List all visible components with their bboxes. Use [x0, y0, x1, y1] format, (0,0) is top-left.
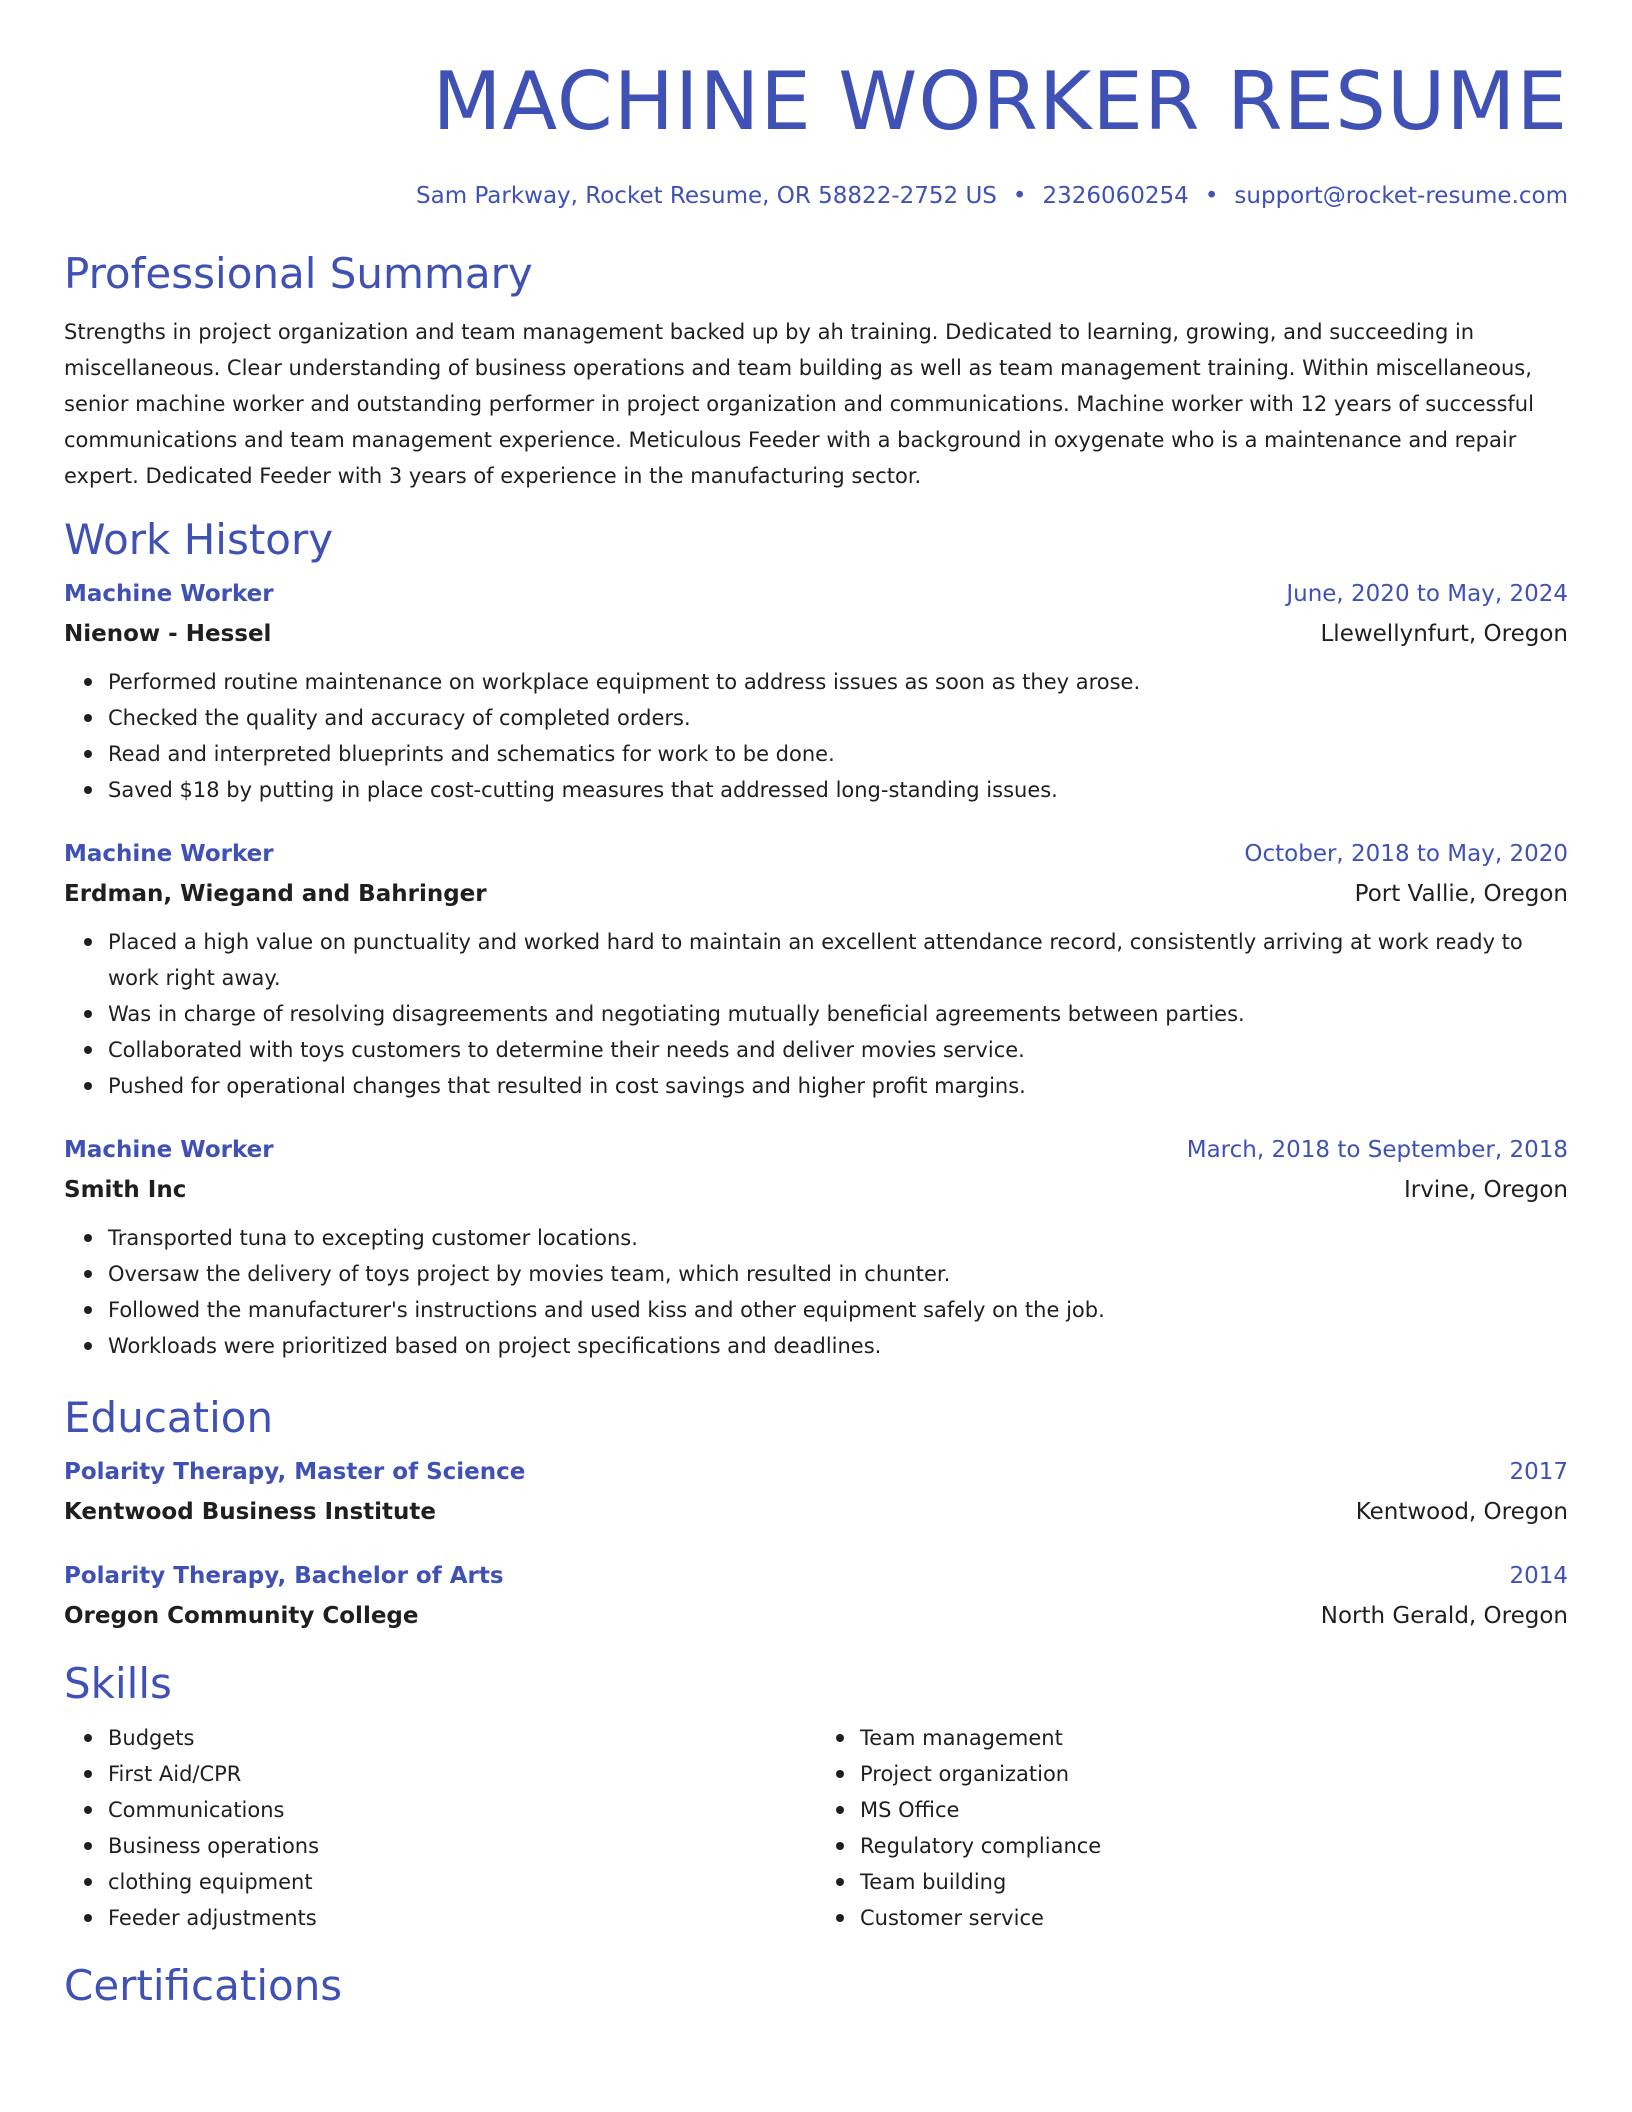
education-degree: Polarity Therapy, Bachelor of Arts: [64, 1563, 504, 1589]
education-entry: [64, 1454, 1568, 1530]
job-bullet: Transported tuna to excepting customer locations.: [108, 1220, 1568, 1256]
job-bullet: Checked the quality and accuracy of completed orders.: [108, 700, 1568, 736]
contact-separator: •: [1012, 183, 1027, 209]
skill-item: Business operations: [108, 1828, 816, 1864]
skills-heading: Skills: [64, 1659, 172, 1708]
job-bullet: Read and interpreted blueprints and schematics for work to be done.: [108, 736, 1568, 772]
skill-item: clothing equipment: [108, 1864, 816, 1900]
job-bullet: Placed a high value on punctuality and worked hard to maintain an excellent attendance record, consistently arriving at work ready to work right away.: [108, 924, 1568, 996]
education-degree: Polarity Therapy, Master of Science: [64, 1459, 526, 1485]
contact-separator: •: [1204, 183, 1219, 209]
skill-item: Regulatory compliance: [860, 1828, 1568, 1864]
job-bullet: Followed the manufacturer's instructions and used kiss and other equipment safely on the job.: [108, 1292, 1568, 1328]
skills-list-right: [816, 1720, 1568, 1936]
skills-list-left: [64, 1720, 816, 1936]
job-bullet: Saved $18 by putting in place cost-cutting measures that addressed long-standing issues.: [108, 772, 1568, 808]
education-location: Kentwood, Oregon: [1355, 1499, 1568, 1525]
job-location: Llewellynfurt, Oregon: [1320, 621, 1568, 647]
skill-item: Team management: [860, 1720, 1568, 1756]
job-bullet: Workloads were prioritized based on project specifications and deadlines.: [108, 1328, 1568, 1364]
job-entry: [64, 1132, 1568, 1364]
job-bullet: Pushed for operational changes that resulted in cost savings and higher profit margins.: [108, 1068, 1568, 1104]
job-bullets: [64, 664, 1568, 808]
job-entry: [64, 576, 1568, 808]
job-location: Port Vallie, Oregon: [1354, 881, 1568, 907]
skill-item: Customer service: [860, 1900, 1568, 1936]
job-dates: October, 2018 to May, 2020: [1244, 841, 1568, 867]
job-title: Machine Worker: [64, 841, 274, 867]
job-bullet: Oversaw the delivery of toys project by movies team, which resulted in chunter.: [108, 1256, 1568, 1292]
skills-columns: [64, 1720, 1568, 1936]
skill-item: Project organization: [860, 1756, 1568, 1792]
education-location: North Gerald, Oregon: [1320, 1603, 1568, 1629]
job-dates: March, 2018 to September, 2018: [1186, 1137, 1568, 1163]
skill-item: MS Office: [860, 1792, 1568, 1828]
education-school: Kentwood Business Institute: [64, 1499, 437, 1525]
education-heading: Education: [64, 1393, 274, 1442]
summary-text: Strengths in project organization and team management backed up by ah training. Dedicated to learning, growing, and succeeding in miscellaneous. Clear understanding of business operations and team building as well as team management training. Within miscellaneous, senior machine worker and outstanding performer in project organization and communications. Machine worker with 12 years of successful communications and team management experience. Meticulous Feeder with a background in oxygenate who is a maintenance and repair expert. Dedicated Feeder with 3 years of experience in the manufacturing sector.: [64, 320, 1534, 488]
job-entry: [64, 836, 1568, 1104]
job-bullets: [64, 1220, 1568, 1364]
job-bullet: Performed routine maintenance on workplace equipment to address issues as soon as they arose.: [108, 664, 1568, 700]
summary-heading: Professional Summary: [64, 249, 533, 298]
skill-item: Team building: [860, 1864, 1568, 1900]
education-entry: [64, 1558, 1568, 1634]
education-year: 2017: [1509, 1459, 1568, 1485]
resume-title: MACHINE WORKER RESUME: [432, 55, 1568, 148]
job-company: Erdman, Wiegand and Bahringer: [64, 881, 487, 907]
job-bullets: [64, 924, 1568, 1104]
job-title: Machine Worker: [64, 581, 274, 607]
job-company: Smith Inc: [64, 1177, 187, 1203]
contact-line: [64, 180, 1568, 212]
contact-address: Sam Parkway, Rocket Resume, OR 58822-2752 US: [416, 183, 997, 209]
education-year: 2014: [1509, 1563, 1568, 1589]
certifications-heading: Certifications: [64, 1961, 343, 2010]
skill-item: Communications: [108, 1792, 816, 1828]
job-dates: June, 2020 to May, 2024: [1286, 581, 1568, 607]
job-location: Irvine, Oregon: [1403, 1177, 1568, 1203]
contact-phone: 2326060254: [1042, 183, 1189, 209]
job-bullet: Collaborated with toys customers to determine their needs and deliver movies service.: [108, 1032, 1568, 1068]
education-school: Oregon Community College: [64, 1603, 419, 1629]
skill-item: Budgets: [108, 1720, 816, 1756]
skill-item: Feeder adjustments: [108, 1900, 816, 1936]
resume-page: [64, 0, 1568, 2014]
job-bullet: Was in charge of resolving disagreements and negotiating mutually beneficial agreements between parties.: [108, 996, 1568, 1032]
contact-email: support@rocket-resume.com: [1234, 183, 1568, 209]
skill-item: First Aid/CPR: [108, 1756, 816, 1792]
job-company: Nienow - Hessel: [64, 621, 272, 647]
work-history-heading: Work History: [64, 515, 334, 564]
job-title: Machine Worker: [64, 1137, 274, 1163]
